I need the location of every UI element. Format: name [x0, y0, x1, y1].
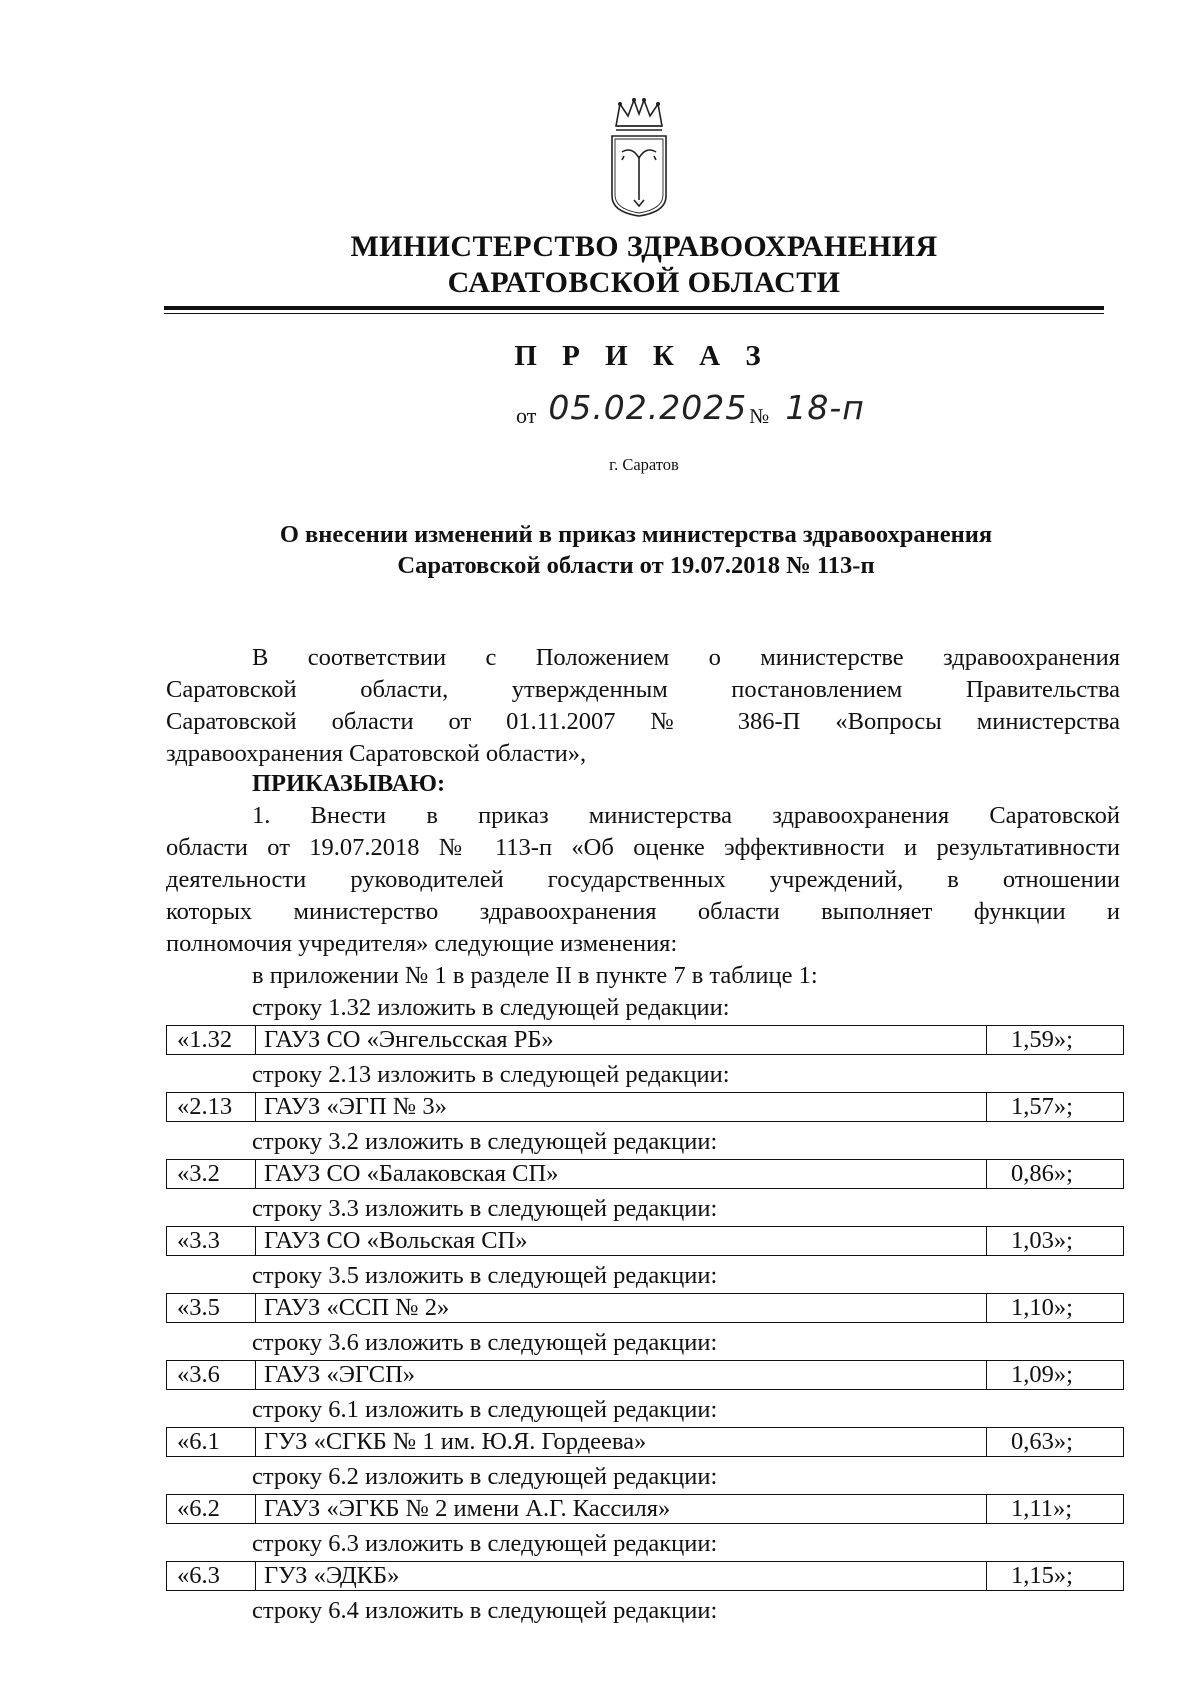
table-row [167, 1361, 1124, 1390]
row-institution: ГАУЗ «ЭГП № 3» [256, 1093, 987, 1122]
row-code: «6.1 [167, 1428, 256, 1457]
row-code: «1.32 [167, 1026, 256, 1055]
saratov-coat-of-arms-icon [606, 96, 672, 218]
amendment-row-table [166, 1226, 1124, 1256]
amendment-intro: строку 3.3 изложить в следующей редакции: [252, 1195, 718, 1222]
row-institution: ГУЗ «ЭДКБ» [256, 1562, 987, 1591]
row-institution: ГАУЗ СО «Энгельсская РБ» [256, 1026, 987, 1055]
number-sign: № [749, 404, 770, 428]
item1-line2: области от 19.07.2018 № 113-п «Об оценке эффективности и результативности [166, 834, 1120, 861]
table-row [167, 1495, 1124, 1524]
row-value: 1,59»; [987, 1026, 1124, 1055]
city-name: г. Саратов [609, 455, 679, 474]
document-type-title: П Р И К А З [514, 340, 770, 372]
table-row [167, 1093, 1124, 1122]
amendment-row-table [166, 1025, 1124, 1055]
ministry-name-line2: САРАТОВСКОЙ ОБЛАСТИ [447, 266, 841, 299]
item1-line5: полномочия учредителя» следующие изменения: [166, 930, 678, 957]
row-code: «6.3 [167, 1562, 256, 1591]
amendment-row-table [166, 1427, 1124, 1457]
command-word: ПРИКАЗЫВАЮ: [252, 770, 446, 797]
amendment-intro: строку 6.3 изложить в следующей редакции: [252, 1530, 718, 1557]
order-date-number [516, 388, 865, 427]
subject-line2: Саратовской области от 19.07.2018 № 113-п [397, 552, 875, 579]
preamble-line2: Саратовской области, утвержденным постановлением Правительства [166, 676, 1120, 703]
row-institution: ГУЗ «СГКБ № 1 им. Ю.Я. Гордеева» [256, 1428, 987, 1457]
row-code: «3.3 [167, 1227, 256, 1256]
row-value: 0,63»; [987, 1428, 1124, 1457]
row-code: «3.2 [167, 1160, 256, 1189]
row-institution: ГАУЗ СО «Вольская СП» [256, 1227, 987, 1256]
header-divider-thin [164, 313, 1104, 314]
row-institution: ГАУЗ «ЭГСП» [256, 1361, 987, 1390]
row-value: 1,10»; [987, 1294, 1124, 1323]
amendment-intro: строку 2.13 изложить в следующей редакции: [252, 1061, 730, 1088]
amendment-row-table [166, 1092, 1124, 1122]
row-value: 1,15»; [987, 1562, 1124, 1591]
row-value: 1,57»; [987, 1093, 1124, 1122]
table-row [167, 1294, 1124, 1323]
item1-line4: которых министерство здравоохранения области выполняет функции и [166, 898, 1120, 925]
preamble-line3: Саратовской области от 01.11.2007 № 386-П «Вопросы министерства [166, 708, 1120, 735]
table-row [167, 1428, 1124, 1457]
row-code: «6.2 [167, 1495, 256, 1524]
row-institution: ГАУЗ «ЭГКБ № 2 имени А.Г. Кассиля» [256, 1495, 987, 1524]
ministry-name-line1: МИНИСТЕРСТВО ЗДРАВООХРАНЕНИЯ [350, 230, 938, 263]
row-value: 0,86»; [987, 1160, 1124, 1189]
row-value: 1,03»; [987, 1227, 1124, 1256]
amendment-intro: строку 3.5 изложить в следующей редакции: [252, 1262, 718, 1289]
table-row [167, 1026, 1124, 1055]
amendment-intro: строку 6.1 изложить в следующей редакции: [252, 1396, 718, 1423]
amendment-row-table [166, 1561, 1124, 1591]
amendment-row-table [166, 1360, 1124, 1390]
header-divider-thick [164, 306, 1104, 310]
row-code: «3.6 [167, 1361, 256, 1390]
preamble-line1: В соответствии с Положением о министерстве здравоохранения [252, 644, 1120, 671]
row-value: 1,09»; [987, 1361, 1124, 1390]
table-row [167, 1562, 1124, 1591]
row-code: «3.5 [167, 1294, 256, 1323]
amendment-intro-last: строку 6.4 изложить в следующей редакции: [252, 1597, 718, 1624]
amendment-row-table [166, 1293, 1124, 1323]
amendment-intro: строку 3.6 изложить в следующей редакции: [252, 1329, 718, 1356]
item1-line1: 1. Внести в приказ министерства здравоохранения Саратовской [252, 802, 1120, 829]
amendment-intro: строку 1.32 изложить в следующей редакции: [252, 994, 730, 1021]
amendment-intro: строку 3.2 изложить в следующей редакции: [252, 1128, 718, 1155]
row-institution: ГАУЗ «ССП № 2» [256, 1294, 987, 1323]
row-institution: ГАУЗ СО «Балаковская СП» [256, 1160, 987, 1189]
row-code: «2.13 [167, 1093, 256, 1122]
amendment-row-table [166, 1494, 1124, 1524]
item1-line3: деятельности руководителей государственных учреждений, в отношении [166, 866, 1120, 893]
table-row [167, 1227, 1124, 1256]
item1-line6: в приложении № 1 в разделе II в пункте 7 в таблице 1: [252, 962, 818, 989]
handwritten-number: 18-п [785, 388, 865, 427]
row-value: 1,11»; [987, 1495, 1124, 1524]
amendment-intro: строку 6.2 изложить в следующей редакции: [252, 1463, 718, 1490]
handwritten-date: 05.02.2025 [548, 388, 748, 427]
subject-line1: О внесении изменений в приказ министерства здравоохранения [279, 521, 993, 548]
amendment-row-table [166, 1159, 1124, 1189]
preamble-line4: здравоохранения Саратовской области», [166, 740, 587, 767]
table-row [167, 1160, 1124, 1189]
date-prefix: от [516, 403, 537, 428]
